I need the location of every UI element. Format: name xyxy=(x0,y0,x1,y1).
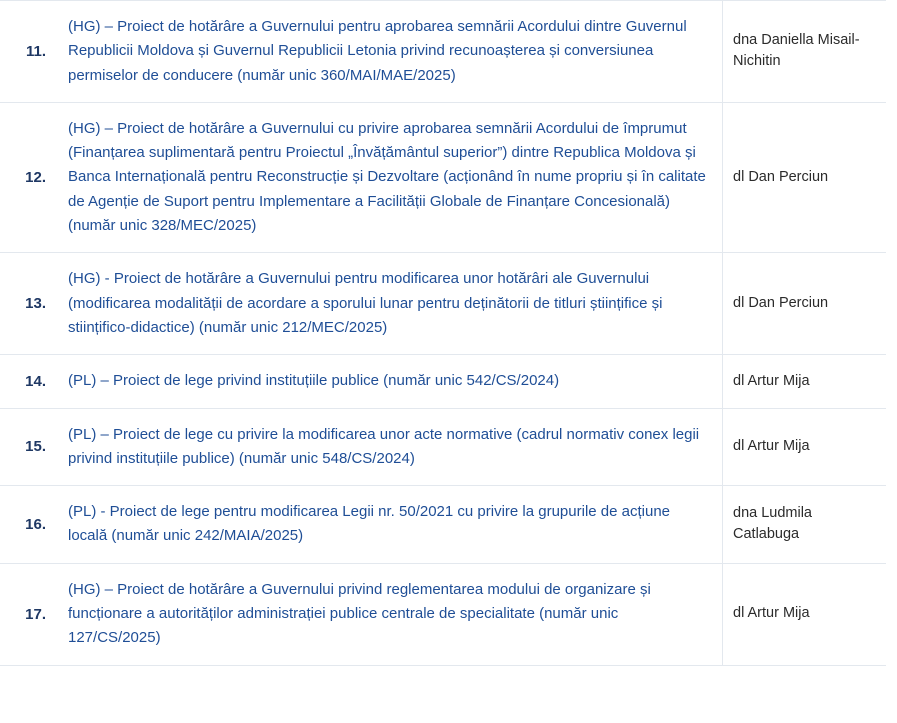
project-title-link[interactable]: (HG) – Proiect de hotărâre a Guvernului cu privire aprobarea semnării Acordului de împrumut (Finanțarea suplimentară pentru Proiectul „Învățământul superior”) dintre Republica Moldova și Banca Internațională pentru Reconstrucție și Dezvoltare (acționând în nume propriu și în calitate de Agenție de Suport pentru Implementare a Facilității Globale de Finanțare Concesională) (număr unic 328/MEC/2025) xyxy=(68,119,706,235)
row-title-cell xyxy=(56,563,723,665)
row-title-cell xyxy=(56,1,723,103)
table-row xyxy=(0,355,886,408)
row-reporter: dna Daniella Misail-Nichitin xyxy=(723,1,887,103)
project-title-link[interactable]: (PL) - Proiect de lege pentru modificarea Legii nr. 50/2021 cu privire la grupurile de acțiune locală (număr unic 242/MAIA/2025) xyxy=(68,503,671,545)
row-title-cell xyxy=(56,486,723,564)
table-row xyxy=(0,102,886,252)
table-row xyxy=(0,486,886,564)
table-row xyxy=(0,1,886,103)
row-title-cell xyxy=(56,102,723,252)
project-title-link[interactable]: (PL) – Proiect de lege privind instituțiile publice (număr unic 542/CS/2024) xyxy=(68,372,560,390)
row-reporter: dl Dan Perciun xyxy=(723,102,887,252)
row-number: 17. xyxy=(25,605,46,623)
project-title-link[interactable]: (PL) – Proiect de lege cu privire la modificarea unor acte normative (cadrul normativ conex legii privind instituțiile publice) (număr unic 548/CS/2024) xyxy=(68,425,700,467)
table-row xyxy=(0,408,886,486)
row-title-cell xyxy=(56,253,723,355)
agenda-table-body xyxy=(0,1,886,666)
row-reporter: dna Ludmila Catlabuga xyxy=(723,486,887,564)
row-number: 13. xyxy=(25,295,46,313)
row-title-cell xyxy=(56,408,723,486)
row-number: 14. xyxy=(25,372,46,390)
row-reporter: dl Dan Perciun xyxy=(723,253,887,355)
row-reporter: dl Artur Mija xyxy=(723,408,887,486)
table-row xyxy=(0,563,886,665)
row-number: 16. xyxy=(25,515,46,533)
row-number: 11. xyxy=(25,42,46,60)
row-reporter: dl Artur Mija xyxy=(723,563,887,665)
row-number: 15. xyxy=(25,438,46,456)
row-title-cell xyxy=(56,355,723,408)
table-row xyxy=(0,253,886,355)
project-title-link[interactable]: (HG) – Proiect de hotărâre a Guvernului pentru aprobarea semnării Acordului dintre Guvernul Republicii Moldova și Guvernul Republicii Letonia privind recunoașterea și conversiunea permiselor de conducere (număr unic 360/MAI/MAE/2025) xyxy=(68,18,687,84)
row-reporter: dl Artur Mija xyxy=(723,355,887,408)
project-title-link[interactable]: (HG) - Proiect de hotărâre a Guvernului pentru modificarea unor hotărâri ale Guvernului (modificarea modalității de acordare a sporului lunar pentru deținătorii de titluri științifice și stiințifico-didactice) (număr unic 212/MEC/2025) xyxy=(68,270,663,336)
row-number: 12. xyxy=(25,169,46,187)
project-title-link[interactable]: (HG) – Proiect de hotărâre a Guvernului privind reglementarea modului de organizare și funcționare a autorităților administrației publice centrale de specialitate (număr unic 127/CS/2025) xyxy=(68,580,651,647)
